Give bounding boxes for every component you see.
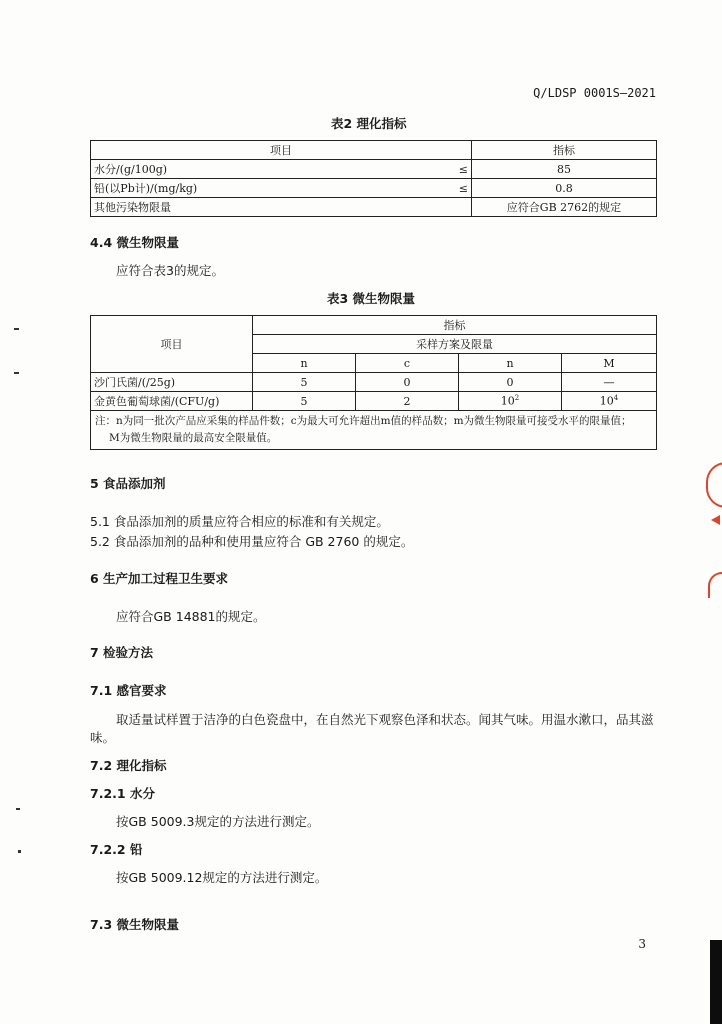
table3: 项目 指标 采样方案及限量 n c n M 沙门氏菌/(/25g) 5 0 0 — 金黄色葡萄球菌/(CFU/g) 5 2 $10^2$ $10^4$ 注：n为同一批次产品应采集的样品件数；c为最大可允许超出m值的样品数；m为微生物限量可接受水平的限量值； M为微生物限量的最高安全限量值。: [90, 315, 657, 450]
seal-stamp-mark: [711, 515, 720, 525]
table2-header-index: 指标: [471, 141, 656, 160]
section-7-1-text-cont: 味。: [90, 730, 116, 745]
scan-mark: [14, 372, 19, 374]
section-7-2-1-text: 按GB 5009.3规定的方法进行测定。: [116, 814, 320, 829]
table2: [90, 140, 657, 217]
scan-mark: [16, 808, 20, 810]
section-7-3-heading: 7.3 微生物限量: [90, 917, 179, 932]
page-number: 3: [638, 937, 646, 951]
table-row: 沙门氏菌/(/25g) 5 0 0 —: [91, 373, 657, 392]
document-code: Q/LDSP 0001S—2021: [533, 86, 656, 100]
section-5-1: 5.1 食品添加剂的质量应符合相应的标准和有关规定。: [90, 514, 389, 529]
table3-header-item: 项目: [91, 316, 253, 373]
scan-mark: [18, 850, 21, 853]
section-4-4-heading: 4.4 微生物限量: [90, 235, 179, 250]
section-6-heading: 6 生产加工过程卫生要求: [90, 571, 229, 586]
section-7-heading: 7 检验方法: [90, 645, 154, 660]
table3-header-plan: 采样方案及限量: [253, 335, 657, 354]
table2-caption: 表2 理化指标: [331, 116, 407, 131]
scan-mark: [14, 328, 19, 330]
table2-header-item: 项目: [91, 141, 472, 160]
table-row: 金黄色葡萄球菌/(CFU/g) 5 2 $10^2$ $10^4$: [91, 392, 657, 411]
table3-note: 注：n为同一批次产品应采集的样品件数；c为最大可允许超出m值的样品数；m为微生物限量可接受水平的限量值； M为微生物限量的最高安全限量值。: [91, 411, 657, 450]
section-5-heading: 5 食品添加剂: [90, 476, 166, 491]
section-4-4-text: 应符合表3的规定。: [116, 263, 224, 278]
seal-stamp-fragment: [706, 462, 722, 508]
scan-edge-bar: [710, 940, 722, 1024]
section-7-1-heading: 7.1 感官要求: [90, 683, 167, 698]
section-5-2: 5.2 食品添加剂的品种和使用量应符合 GB 2760 的规定。: [90, 534, 414, 549]
section-6-text: 应符合GB 14881的规定。: [116, 609, 266, 624]
section-7-2-2-heading: 7.2.2 铅: [90, 842, 143, 857]
seal-stamp-fragment-2: [708, 572, 722, 598]
section-7-2-1-heading: 7.2.1 水分: [90, 786, 155, 801]
table-row: 其他污染物限量 应符合GB 2762的规定: [91, 198, 657, 217]
table3-caption: 表3 微生物限量: [327, 291, 416, 306]
section-7-2-heading: 7.2 理化指标: [90, 758, 167, 773]
section-7-2-2-text: 按GB 5009.12规定的方法进行测定。: [116, 870, 328, 885]
table3-header-index: 指标: [253, 316, 657, 335]
table-row: 铅(以Pb计)/(mg/kg) ≤ 0.8: [91, 179, 657, 198]
section-7-1-text: 取适量试样置于洁净的白色瓷盘中，在自然光下观察色泽和状态。闻其气味。用温水漱口，品其滋: [116, 712, 654, 727]
table-row: 水分/(g/100g) ≤ 85: [91, 160, 657, 179]
